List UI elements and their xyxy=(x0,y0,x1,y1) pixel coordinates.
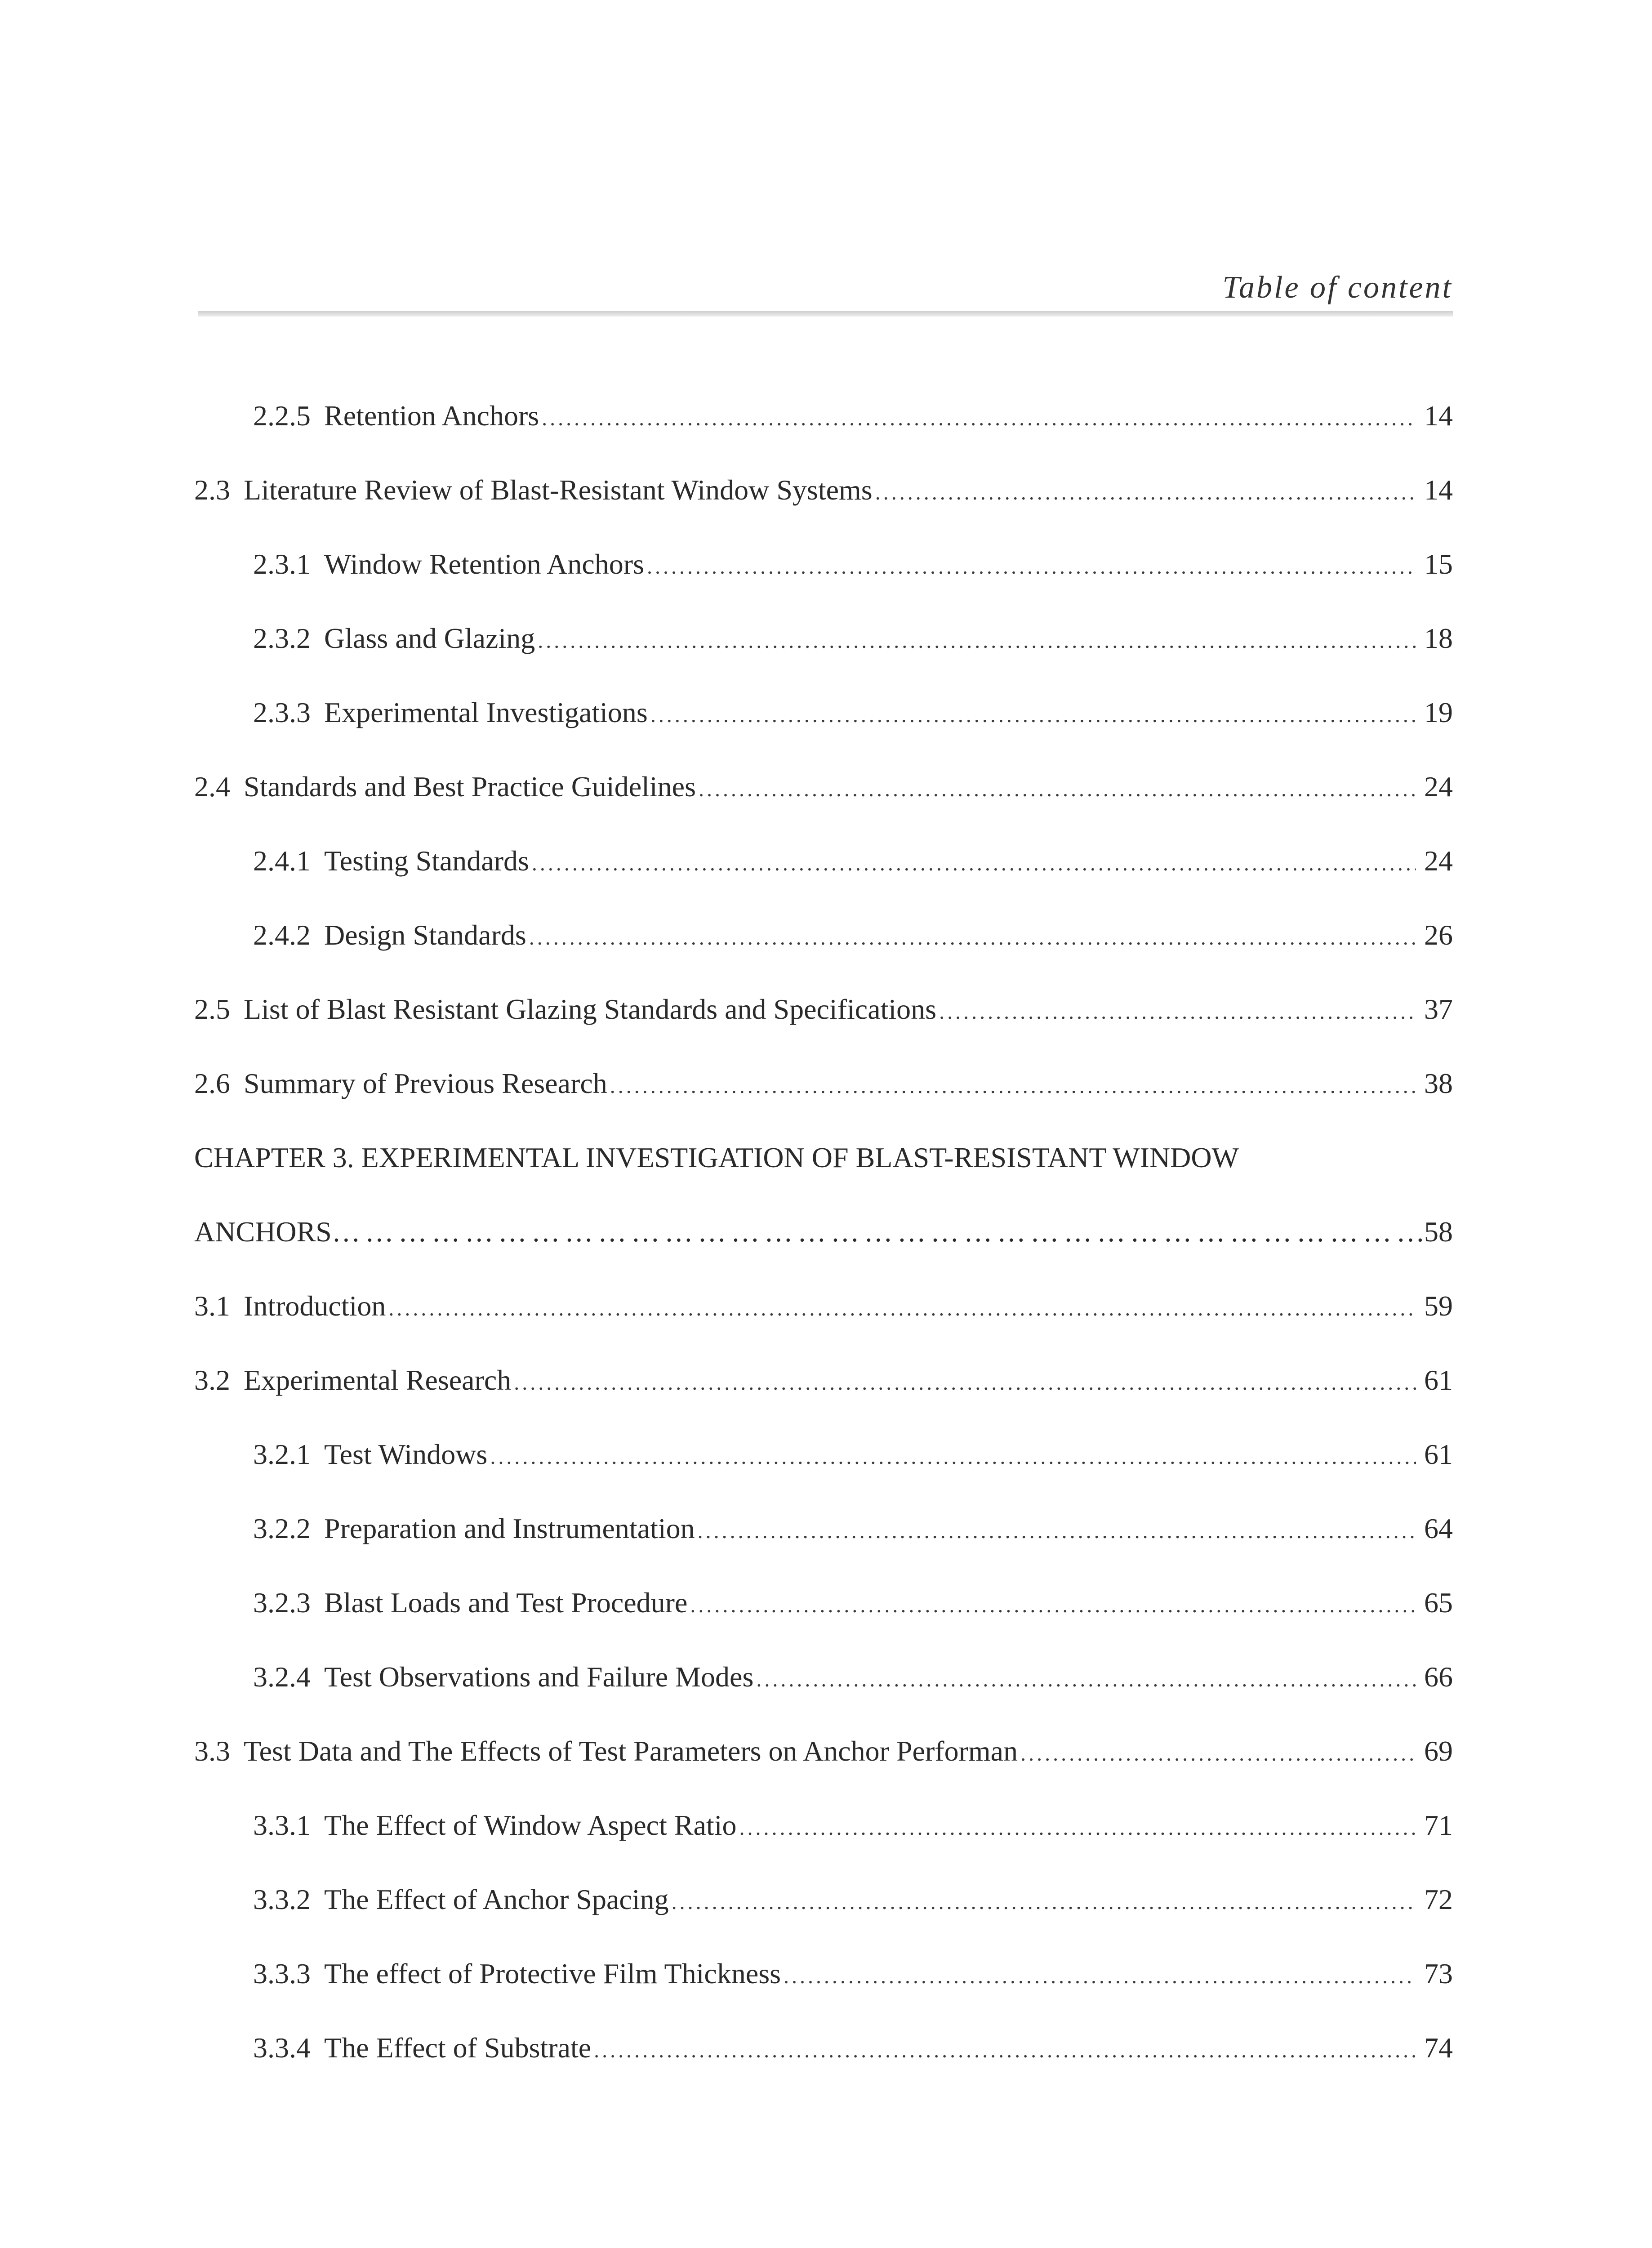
toc-entry-number: 3.3 xyxy=(194,1735,230,1767)
toc-entry-title: Literature Review of Blast-Resistant Window Systems xyxy=(244,474,873,506)
toc-entry-number: 2.3.2 xyxy=(253,622,311,654)
toc-entry xyxy=(253,396,1453,436)
dot-leader xyxy=(542,398,1416,439)
toc-entry xyxy=(253,1879,1453,1920)
dot-leader xyxy=(532,843,1416,884)
toc-entry-number: 2.6 xyxy=(194,1067,230,1099)
toc-entry xyxy=(253,2028,1453,2068)
toc-entry-number: 3.3.1 xyxy=(253,1809,311,1841)
toc-entry-page: 24 xyxy=(1424,771,1453,803)
toc-entry xyxy=(253,1954,1453,1994)
toc-entry-number: 2.4.1 xyxy=(253,845,311,877)
toc-entry-number: 3.2 xyxy=(194,1364,230,1396)
toc-entry-number: 3.2.4 xyxy=(253,1661,311,1693)
toc-entry-title: Testing Standards xyxy=(324,845,529,877)
toc-entry-page: 65 xyxy=(1424,1587,1453,1619)
toc-entry-title: List of Blast Resistant Glazing Standards and Specifications xyxy=(244,993,937,1025)
toc-entry-number: 2.3 xyxy=(194,474,230,506)
chapter-heading-title: ANCHORS xyxy=(194,1216,332,1248)
dot-leader xyxy=(672,1882,1416,1922)
dot-leader xyxy=(538,621,1416,661)
toc-entry xyxy=(194,1360,1453,1401)
toc-entry xyxy=(253,1434,1453,1475)
toc-entry-page: 38 xyxy=(1424,1067,1453,1099)
toc-entry-number: 3.2.2 xyxy=(253,1512,311,1544)
dot-leader xyxy=(1020,1734,1416,1774)
toc-entry-number: 3.3.2 xyxy=(253,1883,311,1915)
toc-entry xyxy=(253,1805,1453,1846)
toc-entry-page: 74 xyxy=(1424,2032,1453,2064)
chapter-heading-continuation xyxy=(194,1212,1453,1252)
dot-leader xyxy=(610,1066,1416,1106)
toc-entry-number: 2.3.1 xyxy=(253,548,311,580)
toc-entry-title: The Effect of Substrate xyxy=(324,2032,592,2064)
toc-entry-number: 3.3.4 xyxy=(253,2032,311,2064)
toc-entry xyxy=(253,1657,1453,1697)
dot-leader xyxy=(529,918,1416,958)
toc-entry-page: 69 xyxy=(1424,1735,1453,1767)
dot-leader xyxy=(739,1808,1416,1848)
toc-entry-number: 3.3.3 xyxy=(253,1958,311,1989)
toc-entry-page: 15 xyxy=(1424,548,1453,580)
toc-entry xyxy=(253,1583,1453,1623)
toc-entry-number: 2.4.2 xyxy=(253,919,311,951)
toc-entry-title: Test Data and The Effects of Test Parameters on Anchor Performan xyxy=(244,1735,1018,1767)
toc-entry-title: Standards and Best Practice Guidelines xyxy=(244,771,696,803)
toc-entry xyxy=(194,1063,1453,1104)
toc-entry-title: Introduction xyxy=(244,1290,386,1322)
dot-leader xyxy=(690,1585,1416,1626)
dot-leader xyxy=(875,473,1416,513)
toc-entry-title: Test Windows xyxy=(324,1438,488,1470)
toc-entry xyxy=(194,470,1453,510)
dot-leader xyxy=(939,992,1416,1032)
toc-entry-title: Retention Anchors xyxy=(324,400,539,432)
toc-entry xyxy=(253,692,1453,733)
toc-entry xyxy=(194,767,1453,807)
toc-entry-title: Glass and Glazing xyxy=(324,622,535,654)
toc-entry xyxy=(253,618,1453,659)
toc-entry-title: The effect of Protective Film Thickness xyxy=(324,1958,781,1989)
toc-entry xyxy=(253,915,1453,955)
toc-entry-page: 61 xyxy=(1424,1364,1453,1396)
toc-entry-title: The Effect of Window Aspect Ratio xyxy=(324,1809,737,1841)
toc-entry-page: 59 xyxy=(1424,1290,1453,1322)
toc-entry-number: 3.2.1 xyxy=(253,1438,311,1470)
toc-entry-page: 71 xyxy=(1424,1809,1453,1841)
toc-entry-title: The Effect of Anchor Spacing xyxy=(324,1883,669,1915)
toc-entry-page: 64 xyxy=(1424,1512,1453,1544)
toc-entry xyxy=(253,1508,1453,1549)
toc-entry-number: 3.1 xyxy=(194,1290,230,1322)
dot-leader xyxy=(647,547,1416,587)
toc-entry-title: Experimental Research xyxy=(244,1364,512,1396)
dot-leader xyxy=(490,1437,1416,1477)
page-header-title: Table of content xyxy=(1222,270,1453,305)
dot-leader xyxy=(650,695,1416,736)
toc-entry-page: 19 xyxy=(1424,696,1453,728)
toc-entry-number: 2.5 xyxy=(194,993,230,1025)
toc-entry xyxy=(194,989,1453,1030)
toc-entry-title: Window Retention Anchors xyxy=(324,548,644,580)
toc-entry-page: 26 xyxy=(1424,919,1453,951)
toc-entry xyxy=(253,544,1453,584)
toc-entry-title: Blast Loads and Test Procedure xyxy=(324,1587,688,1619)
toc-entry-page: 61 xyxy=(1424,1438,1453,1470)
toc-entry-page: 66 xyxy=(1424,1661,1453,1693)
toc-entry-page: 14 xyxy=(1424,474,1453,506)
dot-leader xyxy=(332,1212,1424,1252)
toc-entry-page: 18 xyxy=(1424,622,1453,654)
toc-entry-page: 73 xyxy=(1424,1958,1453,1989)
toc-entry-title: Test Observations and Failure Modes xyxy=(324,1661,754,1693)
toc-entry-page: 24 xyxy=(1424,845,1453,877)
dot-leader xyxy=(756,1659,1416,1700)
toc-entry-title: Preparation and Instrumentation xyxy=(324,1512,695,1544)
toc-entry-number: 2.2.5 xyxy=(253,400,311,432)
toc-entry-title: Summary of Previous Research xyxy=(244,1067,607,1099)
toc-entry xyxy=(194,1286,1453,1326)
toc-entry-page: 37 xyxy=(1424,993,1453,1025)
toc-entry xyxy=(194,1731,1453,1771)
toc-entry-number: 3.2.3 xyxy=(253,1587,311,1619)
toc-entry xyxy=(253,841,1453,881)
chapter-heading-page: 58 xyxy=(1424,1216,1453,1248)
toc-entry-page: 72 xyxy=(1424,1883,1453,1915)
chapter-heading: CHAPTER 3. EXPERIMENTAL INVESTIGATION OF BLAST-RESISTANT WINDOW xyxy=(194,1142,1239,1173)
toc-entry-title: Design Standards xyxy=(324,919,526,951)
dot-leader xyxy=(699,769,1416,810)
toc-entry-number: 2.3.3 xyxy=(253,696,311,728)
dot-leader xyxy=(388,1289,1416,1329)
dot-leader xyxy=(514,1363,1416,1403)
toc-entry-page: 14 xyxy=(1424,400,1453,432)
toc-entry-title: Experimental Investigations xyxy=(324,696,648,728)
dot-leader xyxy=(594,2030,1416,2071)
dot-leader xyxy=(698,1511,1416,1552)
dot-leader xyxy=(784,1956,1416,1997)
toc-entry-number: 2.4 xyxy=(194,771,230,803)
